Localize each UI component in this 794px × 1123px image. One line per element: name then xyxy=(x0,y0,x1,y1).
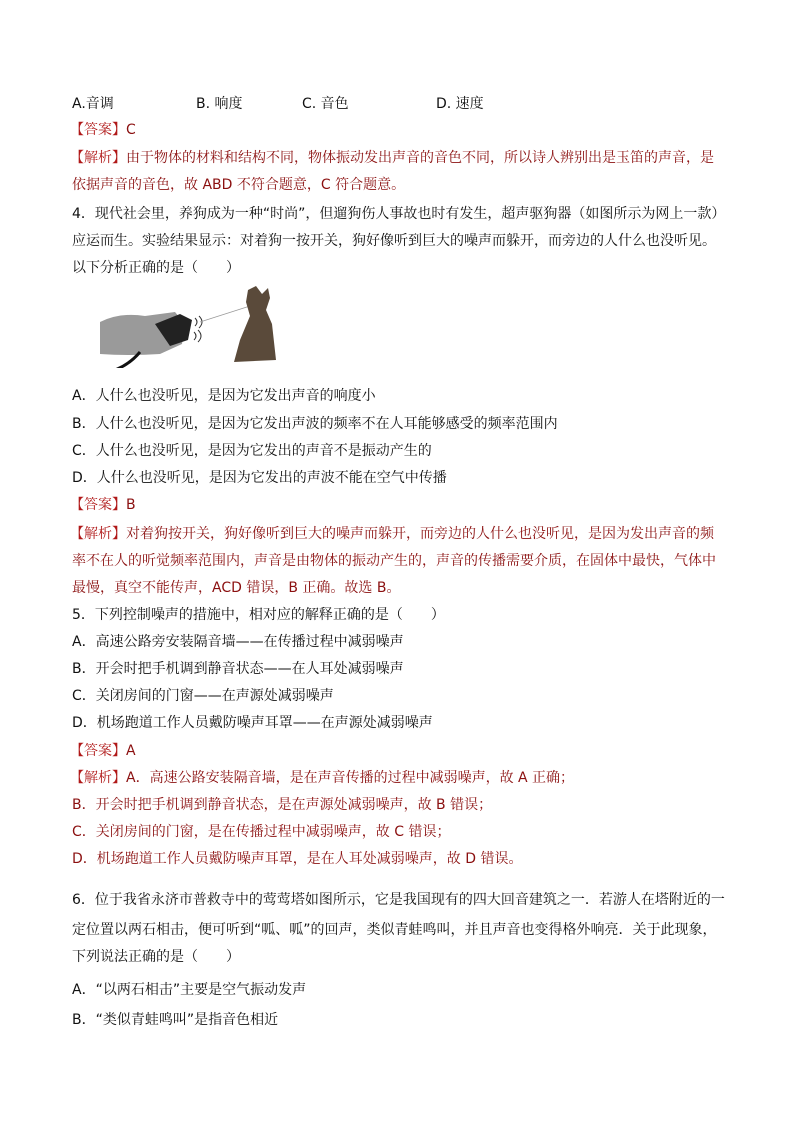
analysis-tag: 【解析】 xyxy=(70,150,126,166)
q4-stem-line: 应运而生。实验结果显示：对着狗一按开关，狗好像听到巨大的噪声而躲开，而旁边的人什么也没听见。 xyxy=(72,233,716,249)
q3-option-b: B. 响度 xyxy=(196,96,243,112)
q6-stem-line: 定位置以两石相击，便可听到“呱、呱”的回声，类似青蛙鸣叫，并且声音也变得格外响亮．关于此现象， xyxy=(72,922,717,938)
q6-stem-line: 下列说法正确的是（ ） xyxy=(72,949,240,965)
q4-option-d: D．人什么也没听见，是因为它发出的声波不能在空气中传播 xyxy=(72,470,447,486)
q6-stem-line: 6．位于我省永济市普救寺中的莺莺塔如图所示，它是我国现有的四大回音建筑之一．若游人在塔附近的一 xyxy=(72,892,725,908)
q4-analysis-line: 最慢，真空不能传声，ACD 错误，B 正确。故选 B。 xyxy=(72,580,401,596)
q3-option-a: A.音调 xyxy=(72,96,114,112)
answer-tag: 【答案】 xyxy=(70,122,126,138)
q5-option-a: A．高速公路旁安装隔音墙——在传播过程中减弱噪声 xyxy=(72,634,404,650)
q4-option-a: A．人什么也没听见，是因为它发出声音的响度小 xyxy=(72,388,376,404)
wave-icon xyxy=(194,316,202,342)
analysis-tag: 【解析】 xyxy=(70,526,126,542)
dog-shape xyxy=(234,286,276,362)
q3-answer xyxy=(70,121,136,139)
q3-analysis-line xyxy=(70,149,714,167)
q4-stem-line: 4．现代社会里，养狗成为一种“时尚”，但遛狗伤人事故也时有发生，超声驱狗器（如图所示为网上一款） xyxy=(72,206,726,222)
q5-option-b: B．开会时把手机调到静音状态——在人耳处减弱噪声 xyxy=(72,661,404,677)
q4-analysis-line: 率不在人的听觉频率范围内，声音是由物体的振动产生的，声音的传播需要介质，在固体中最快，气体中 xyxy=(72,553,716,569)
analysis-text: 由于物体的材料和结构不同，物体振动发出声音的音色不同，所以诗人辨别出是玉笛的声音，是 xyxy=(126,150,714,166)
analysis-text: A．高速公路安装隔音墙，是在声音传播的过程中减弱噪声，故 A 正确； xyxy=(126,770,575,786)
answer-value: A xyxy=(126,743,136,759)
q5-stem: 5．下列控制噪声的措施中，相对应的解释正确的是（ ） xyxy=(72,607,445,623)
q4-stem-line: 以下分析正确的是（ ） xyxy=(72,260,240,276)
answer-tag: 【答案】 xyxy=(70,497,126,513)
q3-option-d: D. 速度 xyxy=(436,96,484,112)
q6-option-b: B．“类似青蛙鸣叫”是指音色相近 xyxy=(72,1012,279,1028)
q5-analysis-line: B．开会时把手机调到静音状态，是在声源处减弱噪声，故 B 错误； xyxy=(72,797,493,813)
q3-option-c: C. 音色 xyxy=(302,96,349,112)
q4-option-b: B．人什么也没听见，是因为它发出声波的频率不在人耳能够感受的频率范围内 xyxy=(72,416,558,432)
answer-tag: 【答案】 xyxy=(70,743,126,759)
q4-option-c: C．人什么也没听见，是因为它发出的声音不是振动产生的 xyxy=(72,443,432,459)
q5-answer xyxy=(70,742,136,760)
q5-analysis-line: C．关闭房间的门窗，是在传播过程中减弱噪声，故 C 错误； xyxy=(72,824,451,840)
q6-option-a: A．“以两石相击”主要是空气振动发声 xyxy=(72,982,307,998)
q5-option-c: C．关闭房间的门窗——在声源处减弱噪声 xyxy=(72,688,334,704)
q3-analysis-line: 依据声音的音色，故 ABD 不符合题意，C 符合题意。 xyxy=(72,177,406,193)
answer-value: C xyxy=(126,122,136,138)
q4-answer xyxy=(70,496,136,514)
ultrasonic-dog-repeller-figure xyxy=(100,284,290,368)
analysis-text: 对着狗按开关，狗好像听到巨大的噪声而躲开，而旁边的人什么也没听见，是因为发出声音的频 xyxy=(126,526,714,542)
analysis-tag: 【解析】 xyxy=(70,770,126,786)
q5-analysis-line xyxy=(70,769,574,787)
answer-value: B xyxy=(126,497,136,513)
q4-analysis-line xyxy=(70,525,714,543)
q5-analysis-line: D．机场跑道工作人员戴防噪声耳罩，是在人耳处减弱噪声，故 D 错误。 xyxy=(72,851,523,867)
beam-line xyxy=(200,306,250,322)
q5-option-d: D．机场跑道工作人员戴防噪声耳罩——在声源处减弱噪声 xyxy=(72,715,433,731)
